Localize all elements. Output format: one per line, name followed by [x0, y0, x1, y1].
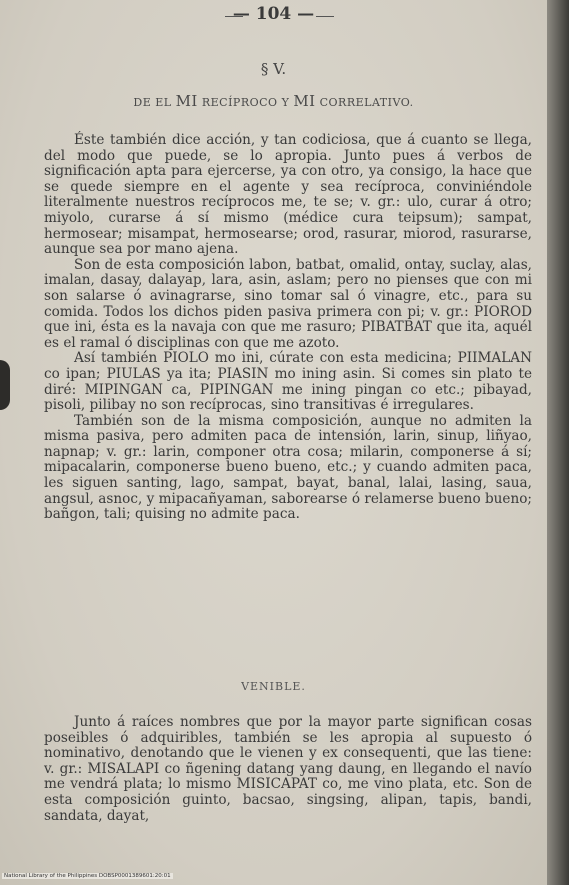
- body-text-venible: [44, 715, 532, 824]
- page-edge-shadow: [547, 0, 569, 885]
- heading-part-3: CORRELATIVO.: [315, 96, 414, 109]
- heading-mi-2: MI: [293, 92, 316, 110]
- paragraph-1: Éste también dice acción, y tan codiciosa, que á cuanto se llega, del modo que puede, se lo apropia. Junto pues á verbos de significación apta para ejercerse, ya con otro, ya consigo, la hace que se quede siempre en el agente y sea recíproca, conviniéndole literalmente nuestros recíprocos me, te se; v. gr.: ulo, curar á otro; miyolo, curarse á sí mismo (médice cura teipsum); sampat, hermosear; misampat, hermosearse; orod, rasurar, miorod, rasurarse, aunque sea por mano ajena.: [44, 132, 532, 258]
- paragraph-2: Son de esta composición labon, batbat, omalid, ontay, suclay, alas, imalan, dasay, dalayap, lara, asin, aslam; pero no pienses que con mi son salarse ó avinagrarse, sino tomar sal ó vinagre, etc., para su comida. Todos los dichos piden pasiva primera con pi; v. gr.: PIOROD que ini, ésta es la navaja con que me rasuro; PIBATBAT que ita, aquél es el ramal ó disciplinas con que me azoto.: [44, 256, 532, 351]
- heading-part-2: RECÍPROCO Y: [197, 96, 294, 109]
- heading-part-1: DE EL: [133, 96, 176, 109]
- paragraph-5: Junto á raíces nombres que por la mayor parte significan cosas poseibles ó adquiribles, también se les apropia al supuesto ó nominativo, denotando que le vienen y ex consequenti, que las tiene: v. gr.: MISALAPI co ñgening datang yang daung, en llegando el navío me vendrá plata; lo mismo MISICAPAT co, me vino plata, etc. Son de esta composición guinto, bacsao, singsing, alipan, tapis, bandi, sandata, dayat,: [44, 714, 532, 824]
- paragraph-3: Así también PIOLO mo ini, cúrate con esta medicina; PIIMALAN co ipan; PIULAS ya ita; PIASIN mo ining asin. Si comes sin plato te diré: MIPINGAN ca, PIPINGAN me ining pingan co etc.; pibayad, pisoli, pilibay no son recíprocas, sino transitivas é irregulares.: [44, 350, 532, 414]
- scan-footer: National Library of the Philippines DOBSP0001389601:20:01: [4, 873, 171, 879]
- body-text-main: [44, 133, 532, 523]
- paragraph-4: También son de la misma composición, aunque no admiten la misma pasiva, pero admiten paca de intensión, larin, sinup, liñyao, napnap; v. gr.: larin, componer otra cosa; milarin, componerse á sí; mipacalarin, componerse bueno bueno, etc.; y cuando admiten paca, les siguen santing, lago, sampat, bayat, banal, lalai, lasing, saua, angsul, asnoc, y mipacañyaman, saborearse ó relamerse bueno bueno; bañgon, tali; quising no admite paca.: [44, 412, 532, 523]
- sub-heading-venible: VENIBLE.: [241, 680, 306, 693]
- section-heading: [0, 92, 547, 110]
- section-number: § V.: [260, 60, 287, 78]
- binding-mark: [0, 360, 10, 410]
- heading-mi-1: MI: [175, 92, 198, 110]
- page-number: — 104 —: [232, 4, 315, 24]
